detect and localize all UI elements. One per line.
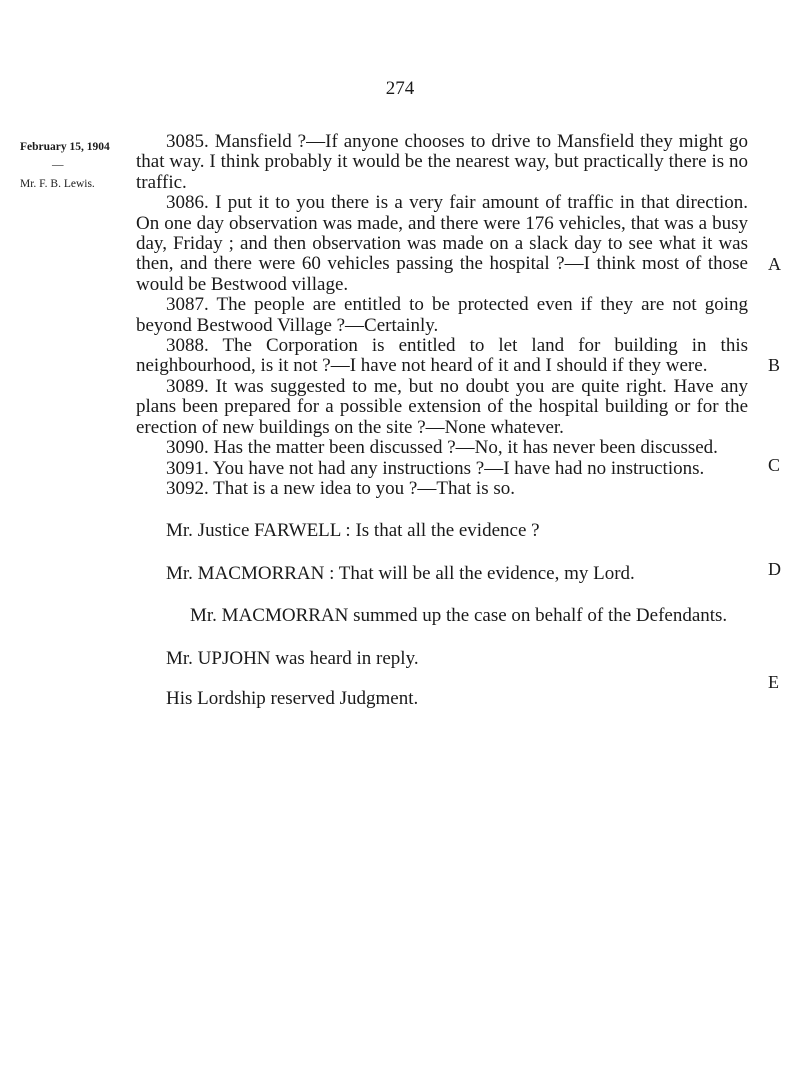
spacer (136, 584, 748, 606)
closing-macmorran-evidence: Mr. MACMORRAN : That will be all the evidence, my Lord. (166, 562, 635, 584)
margin-dash: — (52, 159, 64, 171)
paragraph-3091: 3091. You have not had any instructions ?—I have had no instructions. (166, 457, 705, 479)
closing-macmorran-summed: Mr. MACMORRAN summed up the case on behalf of the Defendants. (190, 605, 728, 627)
margin-letter-e: E (768, 672, 779, 692)
margin-date: February 15, 1904 (20, 141, 110, 153)
paragraph-3089: 3089. It was suggested to me, but no doubt you are quite right. Have any plans been prepared for a possible extension of the hospital building or for the erection of new buildings on the site ?—None whatever. (136, 375, 748, 438)
paragraph-3090: 3090. Has the matter been discussed ?—No, it has never been discussed. (166, 437, 718, 459)
paragraph-3085: 3085. Mansfield ?—If anyone chooses to drive to Mansfield they might go that way. I think probably it would be the nearest way, but practically there is no traffic. (136, 131, 748, 193)
spacer (136, 499, 748, 521)
closing-farwell: Mr. Justice FARWELL : Is that all the evidence ? (166, 520, 540, 542)
testimony-text (136, 132, 748, 709)
page-number: 274 (385, 78, 415, 99)
spacer (136, 542, 748, 564)
closing-judgment: His Lordship reserved Judgment. (166, 687, 419, 709)
spacer (136, 669, 748, 689)
paragraph-3086: 3086. I put it to you there is a very fair amount of traffic in that direction. On one day observation was made, and there were 176 vehicles, that was a busy day, Friday ; and then observation was made on a slack day to see what it was then, and there were 60 vehicles passing the hospital ?—I think most of those would be Bestwood village. (136, 192, 748, 295)
margin-letter-c: C (768, 455, 781, 475)
paragraph-3092: 3092. That is a new idea to you ?—That is so. (166, 477, 515, 499)
margin-witness-name: Mr. F. B. Lewis. (20, 178, 95, 190)
margin-letter-d: D (768, 559, 781, 579)
paragraph-3087: 3087. The people are entitled to be protected even if they are not going beyond Bestwood Village ?—Certainly. (136, 294, 748, 336)
spacer (136, 627, 748, 649)
paragraph-3088: 3088. The Corporation is entitled to let land for building in this neighbourhood, is it not ?—I have not heard of it and I should if they were. (136, 335, 748, 377)
closing-upjohn: Mr. UPJOHN was heard in reply. (166, 647, 419, 669)
margin-letter-b: B (768, 355, 781, 375)
margin-letter-a: A (768, 254, 781, 274)
